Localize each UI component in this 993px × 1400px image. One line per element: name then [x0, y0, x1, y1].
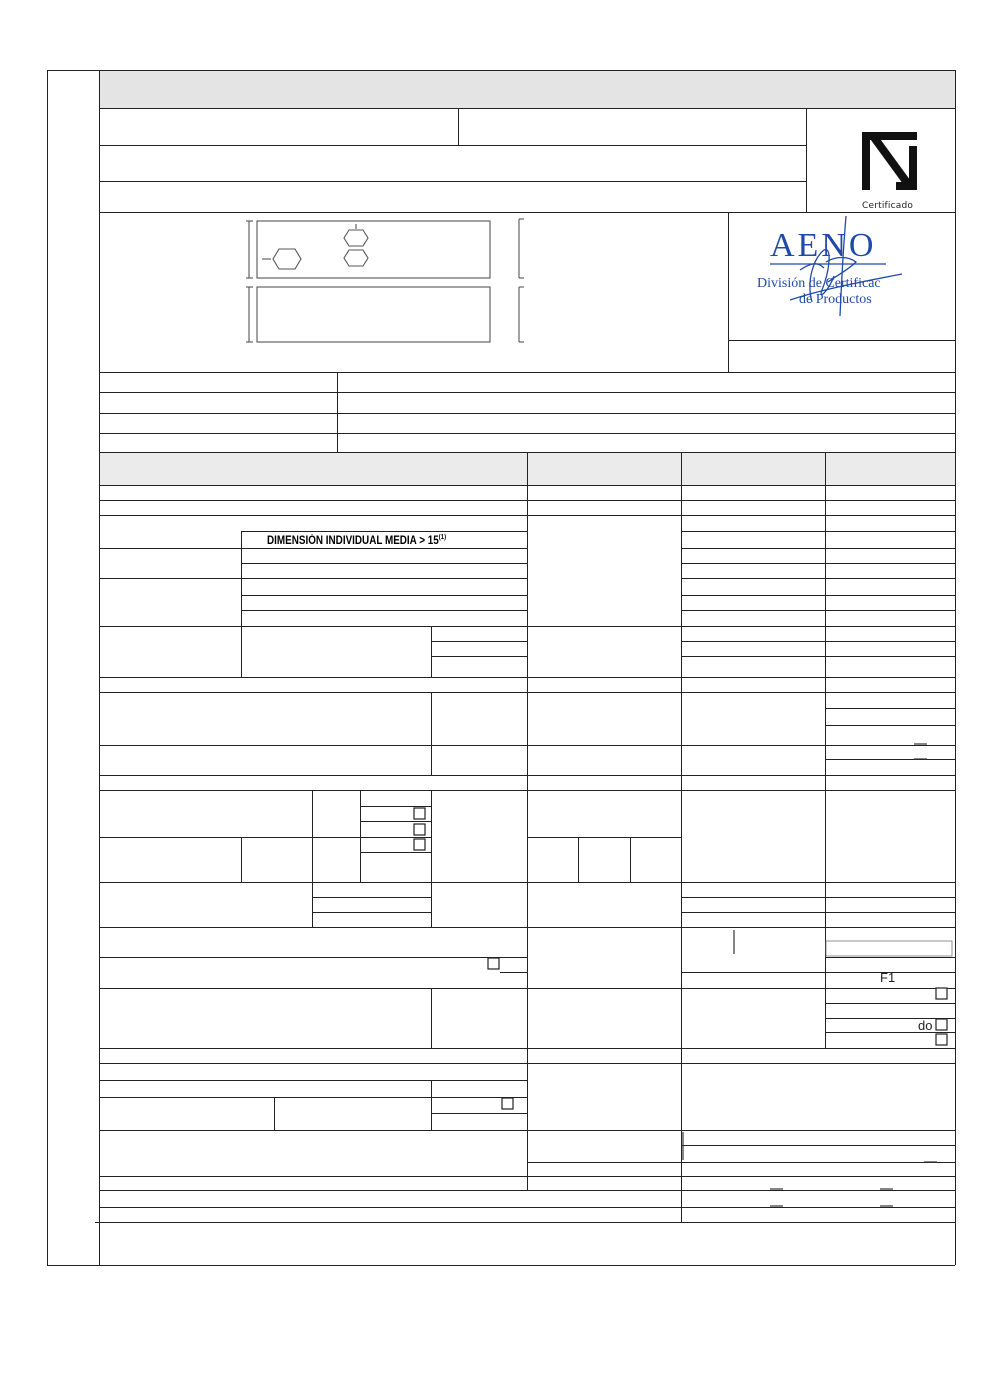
- checkbox: [936, 988, 947, 999]
- dimension-footnote: (1): [438, 534, 447, 541]
- bracket-box: [826, 941, 952, 956]
- checkbox: [414, 839, 425, 850]
- header-band: [100, 71, 955, 108]
- drawing-oval: [344, 230, 368, 246]
- checkbox: [936, 1034, 947, 1045]
- drawing-oval: [344, 250, 368, 266]
- dimension-heading: [267, 534, 446, 548]
- checkbox: [936, 1019, 947, 1030]
- cell-do-label: do: [918, 1018, 933, 1033]
- logo-caption: Certificado: [862, 201, 914, 211]
- stamp-brand: AENO: [770, 227, 877, 264]
- aenor-n-logo-icon: [862, 132, 917, 190]
- drawing-side-view: [257, 287, 490, 342]
- checkbox: [414, 808, 425, 819]
- stamp-division-line: División de Certificac: [757, 276, 881, 291]
- drawing-oval: [273, 249, 301, 269]
- checkbox: [502, 1098, 513, 1109]
- checkbox: [414, 824, 425, 835]
- dimension-label: DIMENSIÓN INDIVIDUAL MEDIA > 15: [267, 535, 439, 547]
- form-marks: [683, 744, 952, 1206]
- product-drawing: [246, 219, 524, 342]
- checkbox: [488, 958, 499, 969]
- cell-f1-label: F1: [880, 970, 896, 985]
- stamp-products-line: de Productos: [799, 292, 872, 307]
